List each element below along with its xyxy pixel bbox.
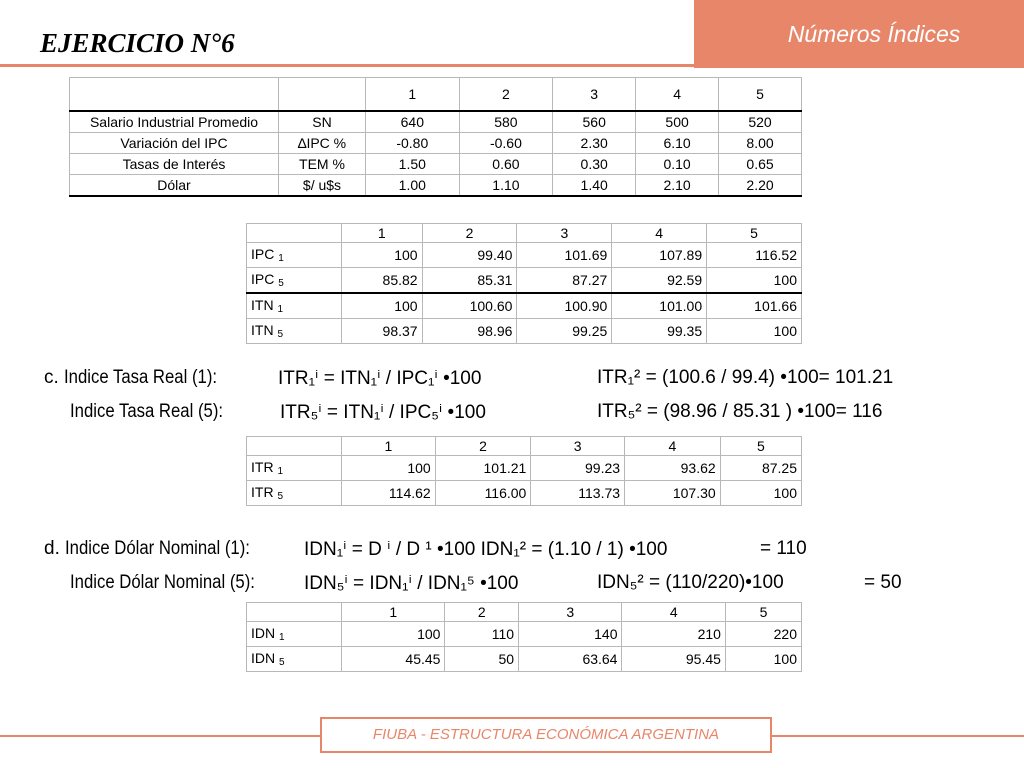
table-row: [247, 456, 802, 481]
header-cell: 4: [636, 78, 719, 112]
table-header-row: [247, 224, 802, 243]
formula-label: Indice Tasa Real (1):: [64, 367, 218, 388]
data-table-1: [69, 77, 802, 197]
header-cell: 3: [517, 224, 612, 243]
header-cell: [247, 603, 342, 622]
cell: 114.62: [342, 481, 436, 506]
row-label: Salario Industrial Promedio: [70, 111, 279, 133]
data-table-2: [246, 223, 802, 344]
row-label: ITR $_1$: [247, 456, 342, 481]
table-header-row: [70, 78, 802, 112]
header-cell: 2: [435, 437, 531, 456]
cell: 100: [342, 456, 436, 481]
cell: 100: [720, 481, 801, 506]
cell: 100: [342, 293, 423, 319]
cell: 110: [445, 622, 519, 647]
formula-label: Indice Dólar Nominal (5):: [70, 572, 255, 593]
cell: 45.45: [342, 647, 445, 672]
cell: 87.25: [720, 456, 801, 481]
cell: 116.00: [435, 481, 531, 506]
cell: 100: [707, 268, 802, 294]
cell: 6.10: [636, 133, 719, 154]
cell: 63.64: [519, 647, 622, 672]
topic-banner: [694, 0, 1024, 68]
table-row: [70, 175, 802, 197]
cell: 2.10: [636, 175, 719, 197]
cell: 98.96: [422, 319, 517, 344]
formula-d-line1: [44, 538, 275, 560]
cell: 220: [725, 622, 801, 647]
formula-c-line1-eq: ITR₁ⁱ = ITN₁ⁱ / IPC₁ⁱ •100: [278, 368, 482, 389]
data-table-4: [246, 602, 802, 672]
header-cell: 4: [625, 437, 721, 456]
cell: 580: [459, 111, 553, 133]
formula-c-line2-example: ITR₅² = (98.96 / 85.31 ) •100= 116: [597, 401, 883, 422]
row-label: IPC $_5$: [247, 268, 342, 294]
cell: 93.62: [625, 456, 721, 481]
row-label: IDN $_1$: [247, 622, 342, 647]
cell: 1.40: [553, 175, 636, 197]
row-unit: $/ u$s: [279, 175, 366, 197]
formula-letter: c.: [44, 367, 59, 388]
cell: 95.45: [622, 647, 725, 672]
header-cell: 3: [553, 78, 636, 112]
cell: 0.60: [459, 154, 553, 175]
formula-d-line2-eq: IDN₅ⁱ = IDN₁ⁱ / IDN₁⁵ •100: [304, 573, 519, 594]
formula-letter: d.: [44, 538, 60, 559]
header-cell: 3: [519, 603, 622, 622]
header-cell: 5: [707, 224, 802, 243]
header-cell: 5: [720, 437, 801, 456]
formula-d-line2: [70, 572, 280, 594]
row-label: Variación del IPC: [70, 133, 279, 154]
table-row: [247, 622, 802, 647]
header-cell: 4: [622, 603, 725, 622]
formula-c-line2-eq: ITR₅ⁱ = ITN₁ⁱ / IPC₅ⁱ •100: [280, 402, 486, 423]
footer-label: FIUBA - ESTRUCTURA ECONÓMICA ARGENTINA: [320, 717, 772, 753]
cell: 520: [719, 111, 802, 133]
cell: 8.00: [719, 133, 802, 154]
row-label: ITR $_5$: [247, 481, 342, 506]
header-cell: 1: [342, 437, 436, 456]
cell: 101.00: [612, 293, 707, 319]
cell: 640: [366, 111, 460, 133]
formula-label: Indice Tasa Real (5):: [70, 401, 224, 422]
cell: -0.60: [459, 133, 553, 154]
row-label: Dólar: [70, 175, 279, 197]
formula-d-line2-result: = 50: [864, 572, 902, 593]
row-unit: ∆IPC %: [279, 133, 366, 154]
cell: 99.25: [517, 319, 612, 344]
header-cell: 2: [422, 224, 517, 243]
table-header-row: [247, 437, 802, 456]
cell: 1.10: [459, 175, 553, 197]
header-cell: [279, 78, 366, 112]
header-cell: [70, 78, 279, 112]
cell: 85.31: [422, 268, 517, 294]
formula-d-line1-result: = 110: [760, 538, 807, 559]
header-cell: 1: [342, 603, 445, 622]
formula-d-line2-example: IDN₅² = (110/220)•100: [597, 572, 784, 593]
formula-c-line1-example: ITR₁² = (100.6 / 99.4) •100= 101.21: [597, 367, 894, 388]
table-row: [247, 319, 802, 344]
cell: -0.80: [366, 133, 460, 154]
topic-title: Números Índices: [787, 21, 961, 47]
header-cell: 5: [719, 78, 802, 112]
cell: 101.69: [517, 243, 612, 268]
formula-c-line2: [70, 401, 244, 423]
table-row: [70, 154, 802, 175]
row-label: IDN $_5$: [247, 647, 342, 672]
cell: 92.59: [612, 268, 707, 294]
row-unit: SN: [279, 111, 366, 133]
cell: 100: [725, 647, 801, 672]
row-label: ITN $_5$: [247, 319, 342, 344]
header-divider: [0, 64, 1024, 67]
header-cell: 2: [445, 603, 519, 622]
cell: 100: [707, 319, 802, 344]
cell: 0.10: [636, 154, 719, 175]
cell: 107.89: [612, 243, 707, 268]
cell: 98.37: [342, 319, 423, 344]
cell: 99.23: [531, 456, 625, 481]
formula-label: Indice Dólar Nominal (1):: [65, 538, 251, 559]
cell: 101.66: [707, 293, 802, 319]
header-cell: 1: [342, 224, 423, 243]
header-cell: [247, 437, 342, 456]
cell: 116.52: [707, 243, 802, 268]
data-table-3: [246, 436, 802, 506]
cell: 2.20: [719, 175, 802, 197]
page-title: EJERCICIO N°6: [40, 28, 235, 58]
cell: 100: [342, 622, 445, 647]
cell: 1.50: [366, 154, 460, 175]
table-row: [247, 293, 802, 319]
cell: 107.30: [625, 481, 721, 506]
table-row: [247, 481, 802, 506]
cell: 87.27: [517, 268, 612, 294]
row-unit: TEM %: [279, 154, 366, 175]
header-cell: 2: [459, 78, 553, 112]
row-label: ITN $_1$: [247, 293, 342, 319]
cell: 2.30: [553, 133, 636, 154]
header-cell: 3: [531, 437, 625, 456]
row-label: IPC $_1$: [247, 243, 342, 268]
table-row: [70, 111, 802, 133]
table-row: [247, 243, 802, 268]
cell: 100: [342, 243, 423, 268]
cell: 100.90: [517, 293, 612, 319]
cell: 140: [519, 622, 622, 647]
cell: 101.21: [435, 456, 531, 481]
cell: 560: [553, 111, 636, 133]
table-row: [247, 647, 802, 672]
table-header-row: [247, 603, 802, 622]
header-cell: 1: [366, 78, 460, 112]
cell: 1.00: [366, 175, 460, 197]
header-cell: 4: [612, 224, 707, 243]
cell: 100.60: [422, 293, 517, 319]
cell: 0.65: [719, 154, 802, 175]
cell: 50: [445, 647, 519, 672]
header-cell: 5: [725, 603, 801, 622]
formula-d-line1-eq: IDN₁ⁱ = D ⁱ / D ¹ •100 IDN₁² = (1.10 / 1) •100: [304, 539, 668, 560]
table-row: [247, 268, 802, 294]
table-row: [70, 133, 802, 154]
formula-c-line1: [44, 367, 238, 389]
cell: 99.35: [612, 319, 707, 344]
cell: 0.30: [553, 154, 636, 175]
cell: 500: [636, 111, 719, 133]
cell: 113.73: [531, 481, 625, 506]
row-label: Tasas de Interés: [70, 154, 279, 175]
header-cell: [247, 224, 342, 243]
cell: 85.82: [342, 268, 423, 294]
cell: 210: [622, 622, 725, 647]
cell: 99.40: [422, 243, 517, 268]
